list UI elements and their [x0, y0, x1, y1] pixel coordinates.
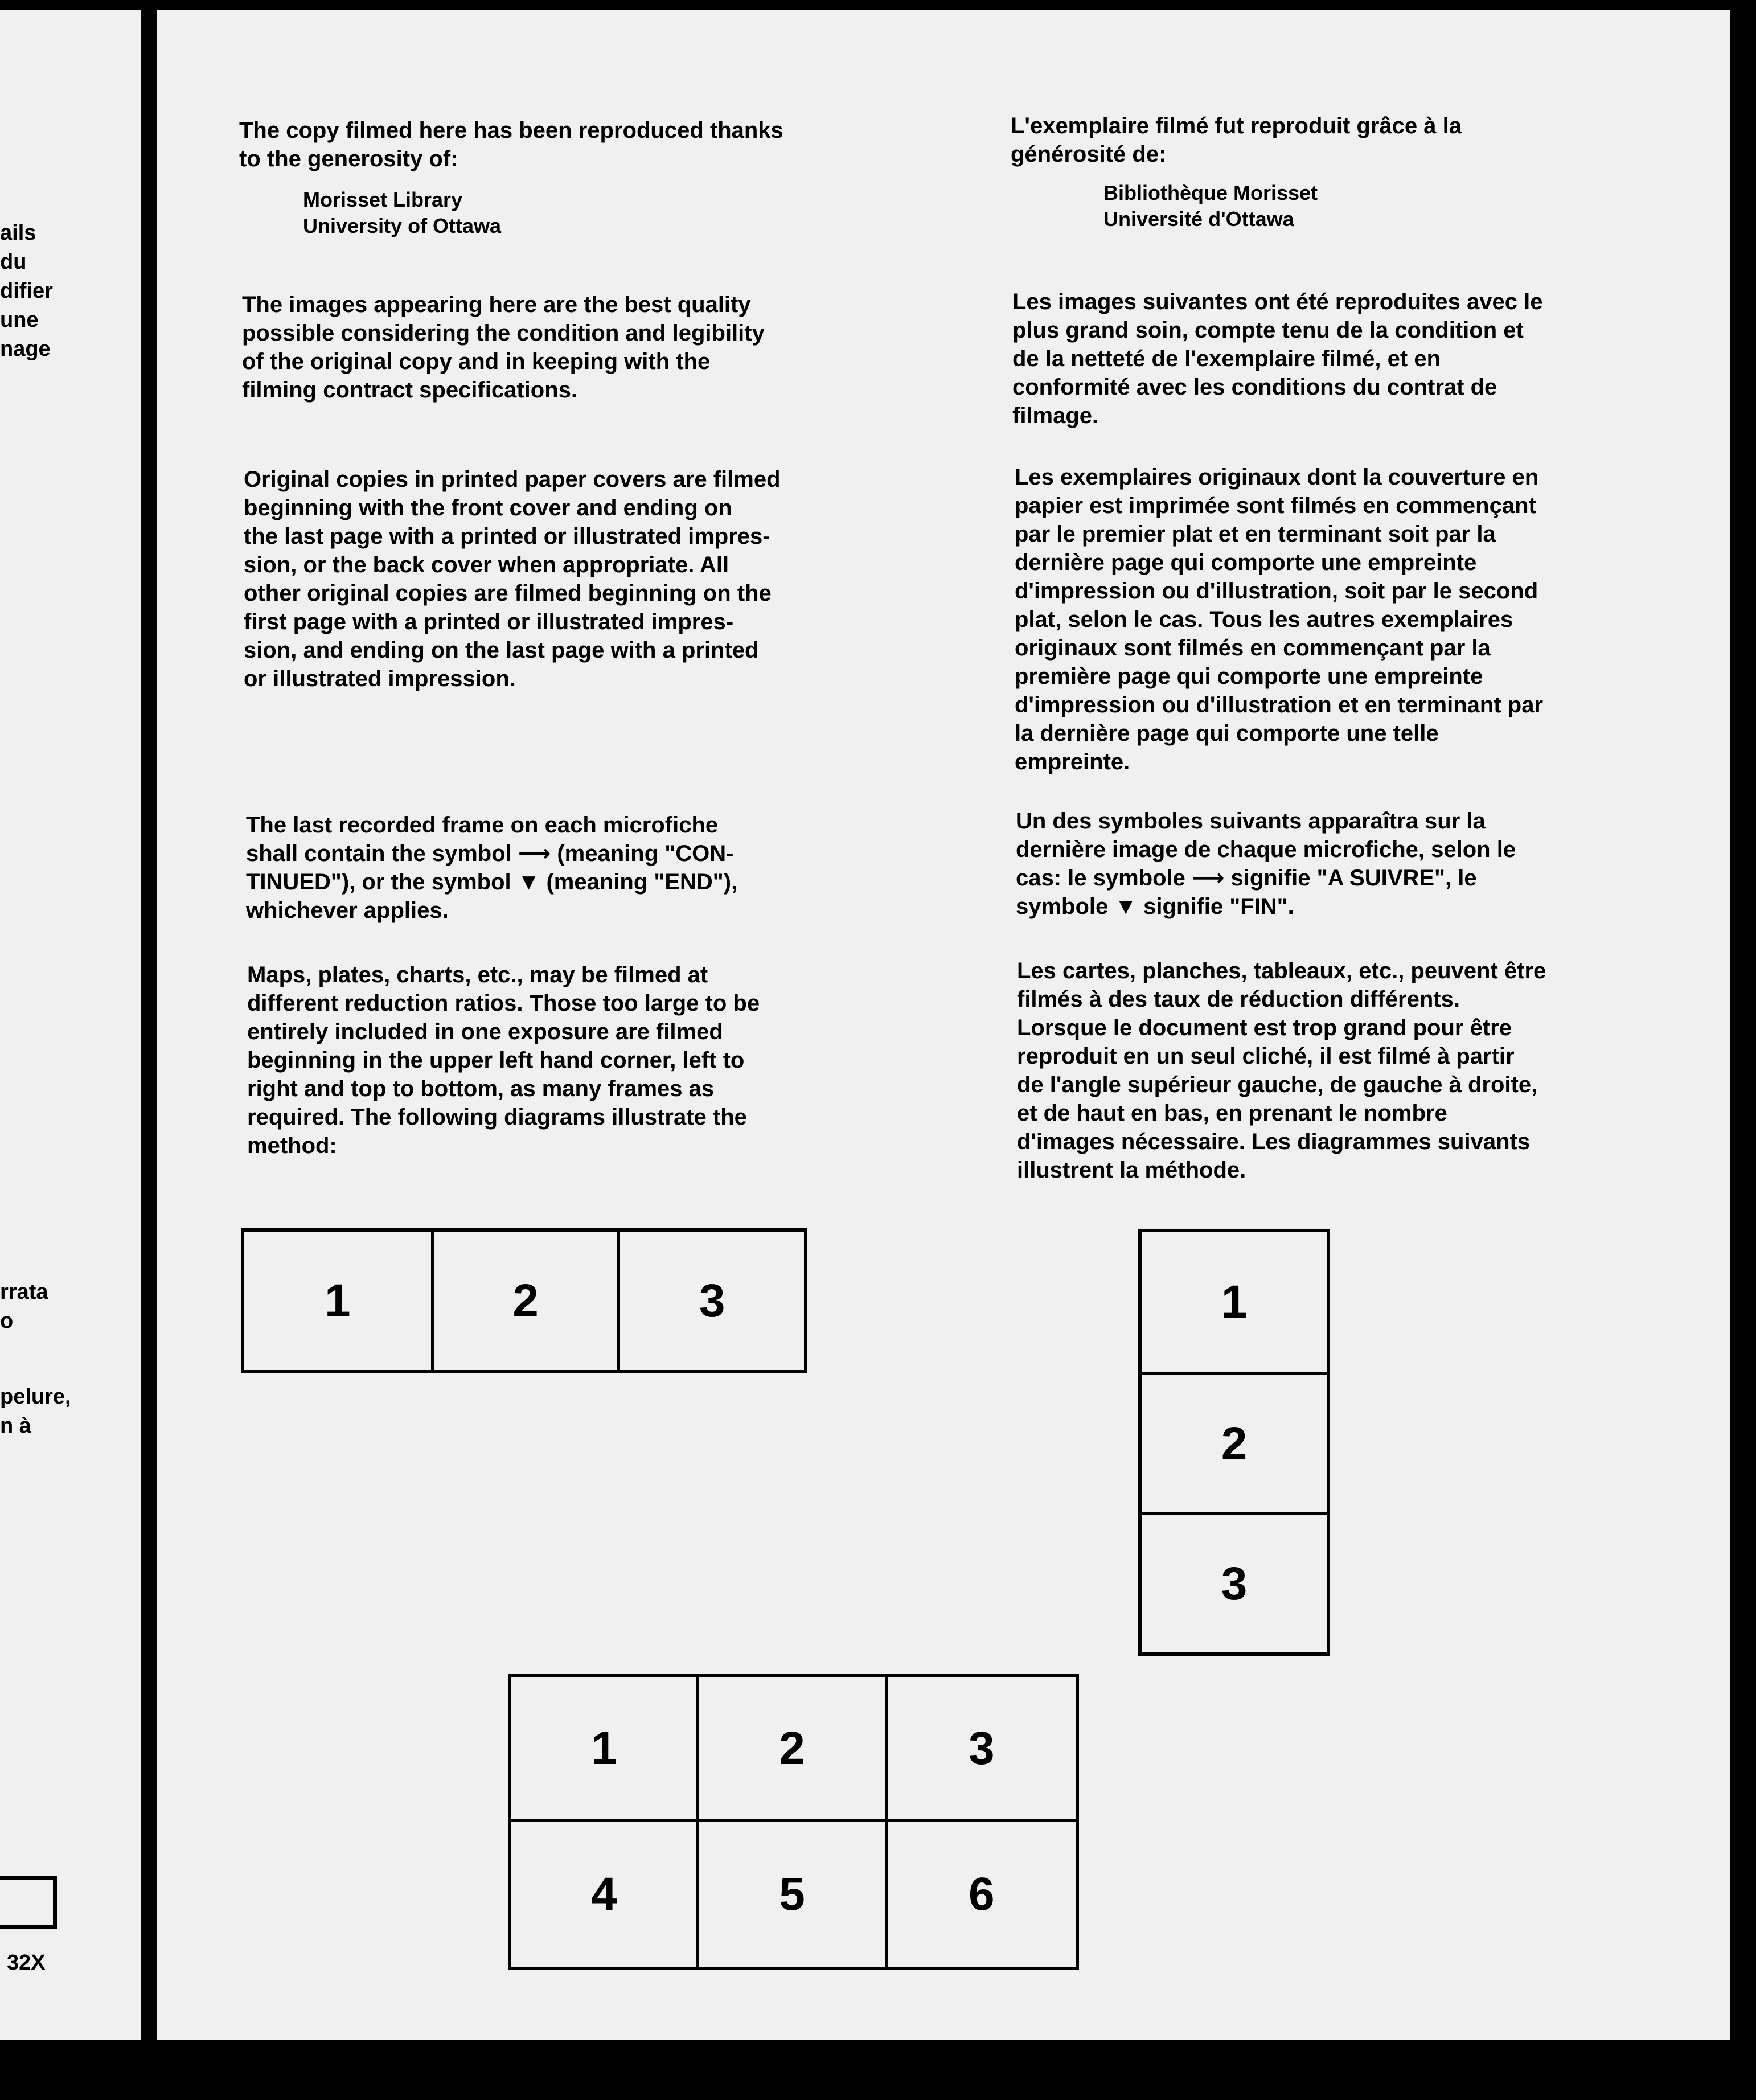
diagram-cell: 3 [1142, 1512, 1327, 1652]
fragment-text-middle: rrata o [0, 1280, 48, 1333]
diagram-cell: 1 [1221, 1276, 1248, 1328]
diagram-cell: 2 [699, 1677, 887, 1822]
fragment-text-lower: pelure, n à [0, 1385, 71, 1438]
french-institution: Bibliothèque Morisset Université d'Ottawa [1103, 181, 1318, 231]
diagram-cell: 2 [1142, 1372, 1327, 1512]
diagram-cell: 2 [431, 1232, 618, 1370]
diagram-vertical [1138, 1229, 1330, 1656]
english-institution: Morisset Library University of Ottawa [303, 188, 502, 237]
diagram-cell: 3 [888, 1677, 1076, 1822]
diagram-cell: 4 [511, 1822, 699, 1967]
fragment-text-top: ails du difier une nage [0, 221, 53, 361]
french-symbols-paragraph: Un des symboles suivants apparaîtra sur la dernière image de chaque microfiche, selon le cas: le symbole ⟶ signifie "A SUIVRE", le symbole ▼ signifie "FIN". [1016, 809, 1516, 919]
english-maps-paragraph: Maps, plates, charts, etc., may be filmed at different reduction ratios. Those too large to be entirely included in one exposure are filmed beginning in the upper left hand corner, left to right and top to bottom, as many frames as required. The following diagrams illustrate the method: [247, 962, 760, 1158]
diagram-cell: 3 [617, 1232, 804, 1370]
previous-page-fragment [0, 10, 141, 2040]
french-covers-paragraph: Les exemplaires originaux dont la couverture en papier est imprimée sont filmés en commençant par le premier plat et en terminant soit par la dernière page qui comporte une empreinte d'impression ou d'illustration, soit par le second plat, selon le cas. Tous les autres exemplaires originaux sont filmés en commençant par la première page qui comporte une empreinte d'impression ou d'illustration et en terminant par la dernière page qui comporte une telle empreinte. [1015, 465, 1544, 774]
diagram-cell: 1 [325, 1274, 351, 1327]
french-intro: L'exemplaire filmé fut reproduit grâce à la générosité de: [1011, 113, 1462, 167]
english-quality-paragraph: The images appearing here are the best quality possible considering the condition and legibility of the original copy and in keeping with the filming contract specifications. [242, 292, 765, 403]
diagram-grid [508, 1674, 1079, 1970]
diagram-horizontal [241, 1228, 807, 1373]
diagram-cell: 5 [699, 1822, 887, 1967]
diagram-cell: 6 [969, 1868, 995, 1920]
english-covers-paragraph: Original copies in printed paper covers are filmed beginning with the front cover and ending on the last page with a printed or illustrated impres- sion, or the back cover when appropriate. All other original copies are filmed beginning on the first page with a printed or illustrated impres- sion, and ending on the last page with a printed or illustrated impression. [244, 467, 781, 691]
french-quality-paragraph: Les images suivantes ont été reproduites avec le plus grand soin, compte tenu de la condition et de la netteté de l'exemplaire filmé, et en conformité avec les conditions du contrat de filmage. [1012, 289, 1543, 428]
english-intro: The copy filmed here has been reproduced thanks to the generosity of: [239, 118, 783, 171]
french-maps-paragraph: Les cartes, planches, tableaux, etc., peuvent être filmés à des taux de réduction différents. Lorsque le document est trop grand pour être reproduit en un seul cliché, il est filmé à partir de l'angle supérieur gauche, de gauche à droite, et de haut en bas, en prenant le nombre d'images nécessaire. Les diagrammes suivants illustrent la méthode. [1017, 958, 1546, 1183]
resolution-target-box [0, 1876, 57, 1929]
english-symbols-paragraph: The last recorded frame on each microfiche shall contain the symbol ⟶ (meaning "CON- TINUED"), or the symbol ▼ (meaning "END"), whichever applies. [246, 813, 738, 923]
diagram-cell: 1 [511, 1677, 699, 1822]
reduction-ratio-label: 32X [7, 1951, 46, 1975]
